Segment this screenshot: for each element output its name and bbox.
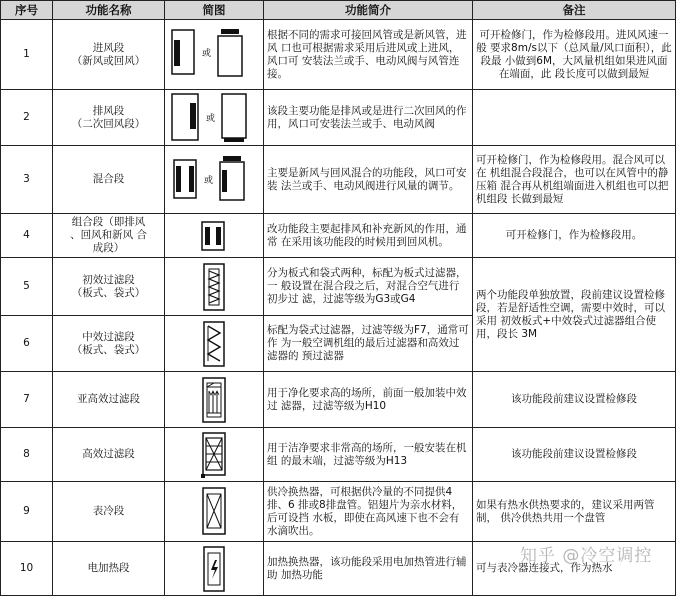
intake-section-diagram	[165, 20, 264, 90]
section-name-text: 混合段	[92, 173, 125, 185]
section-name-text: 高效过滤段	[82, 448, 135, 460]
table-row	[1, 214, 676, 258]
section-description: 用于净化要求高的场所，前面一般加装中效过 滤器，过滤等级为H10	[264, 372, 473, 428]
or-label: 或	[206, 113, 216, 124]
row-number: 9	[1, 482, 53, 542]
primary-filter-diagram	[165, 258, 264, 316]
section-note: 如果有热水供热要求的，建议采用两管制， 供冷供热共用一个盘管	[473, 482, 676, 542]
table-row	[1, 90, 676, 146]
table-row	[1, 372, 676, 428]
combination-section-diagram	[165, 214, 264, 258]
section-description: 主要是新风与回风混合的功能段，风口可安装 法兰或手、电动风阀进行风量的调节。	[264, 146, 473, 214]
hepa-filter-diagram	[165, 428, 264, 482]
section-name	[53, 20, 165, 90]
section-description: 根据不同的需求可接回风管或是新风管，进风 口也可根据需求采用后进风或上进风，风口可 安装法兰或手、电动风阀与风管连接。	[264, 20, 473, 90]
section-name	[53, 316, 165, 372]
exhaust-section-diagram	[165, 90, 264, 146]
row-number: 4	[1, 214, 53, 258]
section-description: 改功能段主要起排风和补充新风的作用，通常 在采用该功能段的时候用到回风机。	[264, 214, 473, 258]
section-description: 用于洁净要求非常高的场所，一般安装在机组 的最末端，过滤等级为H13	[264, 428, 473, 482]
row-number: 8	[1, 428, 53, 482]
row-number: 3	[1, 146, 53, 214]
table-header-row	[1, 1, 676, 20]
mixing-section-diagram	[165, 146, 264, 214]
section-name	[53, 482, 165, 542]
section-note: 两个功能段单独放置，段前建议设置检修段，若是舒适性空调，需要中效时，可以采用 初效板式+中效袋式过滤器组合使用，段长 3M	[473, 258, 676, 372]
table-row	[1, 482, 676, 542]
row-number: 2	[1, 90, 53, 146]
electric-heater-diagram	[165, 542, 264, 596]
section-note: 该功能段前建议设置检修段	[473, 428, 676, 482]
cooling-coil-diagram	[165, 482, 264, 542]
section-name	[53, 372, 165, 428]
section-note: 可开检修门，作为检修段用。	[473, 214, 676, 258]
header-name: 功能名称	[53, 1, 165, 20]
or-label: 或	[202, 48, 212, 59]
section-name-text: 亚高效过滤段	[77, 393, 140, 405]
section-description: 该段主要功能是排风或是进行二次回风的作用，风口可安装法兰或手、电动风阀	[264, 90, 473, 146]
table-row	[1, 146, 676, 214]
sub-hepa-filter-diagram	[165, 372, 264, 428]
section-description: 供冷换热器，可根据供冷量的不同提供4排、6 排或8排盘管。铝翅片为亲水材料，后可设挡 水板，即使在高风速下也不会有水滴吹出。	[264, 482, 473, 542]
section-note	[473, 90, 676, 146]
section-name	[53, 258, 165, 316]
section-note: 可与表冷器连接式，作为热水	[473, 542, 676, 596]
section-name	[53, 90, 165, 146]
row-number: 7	[1, 372, 53, 428]
section-name-text: 初效过滤段 （板式、袋式）	[71, 273, 146, 299]
medium-filter-diagram	[165, 316, 264, 372]
section-name-text: 排风段 （二次回风段）	[71, 104, 146, 130]
header-diagram: 简图	[165, 1, 264, 20]
or-label: 或	[204, 175, 214, 186]
row-number: 1	[1, 20, 53, 90]
table-row	[1, 258, 676, 316]
header-note: 备注	[473, 1, 676, 20]
row-number: 5	[1, 258, 53, 316]
table-row	[1, 20, 676, 90]
section-description: 分为板式和袋式两种，标配为板式过滤器，一 般设置在混合段之后，对混合空气进行初步过 滤，过滤等级为G3或G4	[264, 258, 473, 316]
section-name	[53, 428, 165, 482]
section-name-text: 表冷段	[92, 505, 125, 517]
section-name	[53, 542, 165, 596]
section-name-text: 组合段（即排风 、回风和新风 合 成段）	[70, 216, 147, 254]
section-note: 可开检修门，作为检修段用。混合风可以在 机组混合段混合，也可以在风管中的静压箱 混合再从机组端面进入机组也可以把机组段 长做到最短	[473, 146, 676, 214]
watermark: 知乎 @冷空调控	[520, 546, 653, 566]
section-description: 标配为袋式过滤器，过滤等级为F7，通常可作 为一般空调机组的最后过滤器和高效过滤器的 预过滤器	[264, 316, 473, 372]
header-desc: 功能简介	[264, 1, 473, 20]
section-description: 加热换热器，该功能段采用电加热管进行辅助 加热功能	[264, 542, 473, 596]
section-name-text: 进风段 （新风或回风）	[71, 41, 146, 67]
section-note: 该功能段前建议设置检修段	[473, 372, 676, 428]
header-no: 序号	[1, 1, 53, 20]
row-number: 10	[1, 542, 53, 596]
section-name	[53, 214, 165, 258]
row-number: 6	[1, 316, 53, 372]
section-note: 可开检修门，作为检修段用。进风风速一般 要求8m/s以下（总风量/风口面积），此段最 小做到6M，大风量机组如果进风面在端面，此 段长度可以做到最短	[473, 20, 676, 90]
table-row	[1, 428, 676, 482]
section-name-text: 中效过滤段 （板式、袋式）	[71, 330, 146, 356]
section-name-text: 电加热段	[87, 562, 130, 574]
section-name	[53, 146, 165, 214]
